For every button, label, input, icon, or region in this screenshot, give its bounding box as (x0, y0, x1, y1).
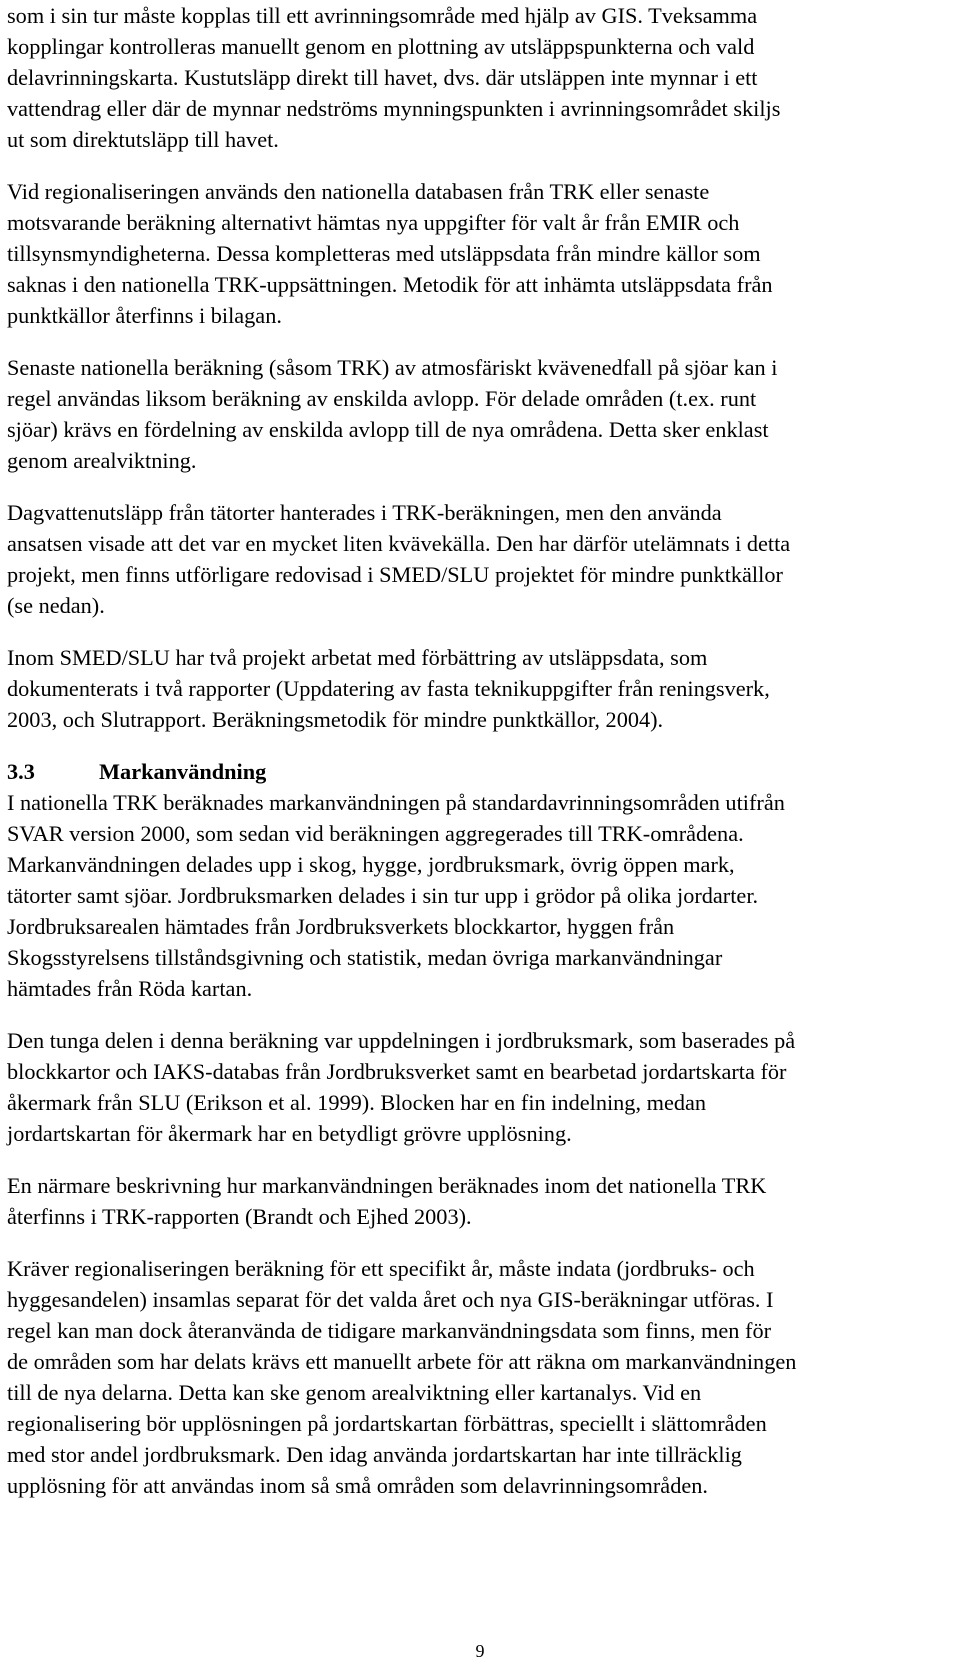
text-line: Markanvändningen delades upp i skog, hygge, jordbruksmark, övrig öppen mark, (7, 852, 735, 877)
text-line: tillsynsmyndigheterna. Dessa kompletteras med utsläppsdata från mindre källor som (7, 241, 761, 266)
text-line: blockkartor och IAKS-databas från Jordbruksverket samt en bearbetad jordartskarta för (7, 1059, 787, 1084)
text-line: vattendrag eller där de mynnar nedströms mynningspunkten i avrinningsområdet skiljs (7, 96, 781, 121)
text-line: delavrinningskarta. Kustutsläpp direkt till havet, dvs. där utsläppen inte mynnar i ett (7, 65, 758, 90)
text-line: dokumenterats i två rapporter (Uppdatering av fasta teknikuppgifter från reningsverk, (7, 676, 770, 701)
paragraph (7, 1170, 957, 1232)
paragraph-gap (7, 476, 957, 497)
section-heading (7, 756, 957, 787)
section-number: 3.3 (7, 759, 35, 784)
text-line: saknas i den nationella TRK-uppsättningen. Metodik för att inhämta utsläppsdata från (7, 272, 773, 297)
text-line: upplösning för att användas inom så små områden som delavrinningsområden. (7, 1473, 708, 1498)
text-line: tätorter samt sjöar. Jordbruksmarken delades i sin tur upp i grödor på olika jordarter. (7, 883, 759, 908)
paragraph-gap (7, 1004, 957, 1025)
text-line: Kräver regionaliseringen beräkning för ett specifikt år, måste indata (jordbruks- och (7, 1256, 755, 1281)
paragraph (7, 1025, 957, 1149)
text-line: de områden som har delats krävs ett manuellt arbete för att räkna om markanvändningen (7, 1349, 797, 1374)
text-line: hyggesandelen) insamlas separat för det valda året och nya GIS-beräkningar utföras. I (7, 1287, 774, 1312)
text-line: motsvarande beräkning alternativt hämtas nya uppgifter för valt år från EMIR och (7, 210, 740, 235)
text-line: SVAR version 2000, som sedan vid beräkningen aggregerades till TRK-områdena. (7, 821, 744, 846)
text-line: 2003, och Slutrapport. Beräkningsmetodik för mindre punktkällor, 2004). (7, 707, 664, 732)
text-line: Vid regionaliseringen används den nationella databasen från TRK eller senaste (7, 179, 710, 204)
paragraph-gap (7, 1232, 957, 1253)
page-content (7, 0, 957, 1501)
text-line: sjöar) krävs en fördelning av enskilda avlopp till de nya områdena. Detta sker enklast (7, 417, 769, 442)
text-line: hämtades från Röda kartan. (7, 976, 253, 1001)
text-line: regionalisering bör upplösningen på jordartskartan förbättras, speciellt i slättområden (7, 1411, 767, 1436)
paragraph (7, 352, 957, 476)
paragraph (7, 497, 957, 621)
text-line: regel kan man dock återanvända de tidigare markanvändningsdata som finns, men för (7, 1318, 772, 1343)
paragraph-gap (7, 155, 957, 176)
text-line: En närmare beskrivning hur markanvändningen beräknades inom det nationella TRK (7, 1173, 767, 1198)
text-line: Inom SMED/SLU har två projekt arbetat med förbättring av utsläppsdata, som (7, 645, 708, 670)
text-line: projekt, men finns utförligare redovisad i SMED/SLU projektet för mindre punktkällor (7, 562, 783, 587)
paragraph (7, 787, 957, 1004)
text-line: med stor andel jordbruksmark. Den idag använda jordartskartan har inte tillräcklig (7, 1442, 742, 1467)
paragraph (7, 1253, 957, 1501)
text-line: kopplingar kontrolleras manuellt genom en plottning av utsläppspunkterna och vald (7, 34, 755, 59)
text-line: Senaste nationella beräkning (såsom TRK) av atmosfäriskt kvävenedfall på sjöar kan i (7, 355, 778, 380)
text-line: ansatsen visade att det var en mycket liten kvävekälla. Den har därför utelämnats i detta (7, 531, 791, 556)
text-line: Dagvattenutsläpp från tätorter hanterades i TRK-beräkningen, men den använda (7, 500, 722, 525)
text-line: jordartskartan för åkermark har en betydligt grövre upplösning. (7, 1121, 572, 1146)
text-line: ut som direktutsläpp till havet. (7, 127, 279, 152)
text-line: Den tunga delen i denna beräkning var uppdelningen i jordbruksmark, som baserades på (7, 1028, 796, 1053)
section-title: Markanvändning (99, 759, 267, 784)
paragraph-gap (7, 621, 957, 642)
text-line: återfinns i TRK-rapporten (Brandt och Ejhed 2003). (7, 1204, 472, 1229)
paragraph (7, 176, 957, 331)
text-line: Jordbruksarealen hämtades från Jordbruksverkets blockkartor, hyggen från (7, 914, 675, 939)
text-line: som i sin tur måste kopplas till ett avrinningsområde med hjälp av GIS. Tveksamma (7, 3, 758, 28)
text-line: till de nya delarna. Detta kan ske genom arealviktning eller kartanalys. Vid en (7, 1380, 702, 1405)
text-line: (se nedan). (7, 593, 105, 618)
paragraph-gap (7, 331, 957, 352)
text-line: genom arealviktning. (7, 448, 197, 473)
paragraph (7, 0, 957, 155)
page-number: 9 (475, 1641, 485, 1661)
text-line: punktkällor återfinns i bilagan. (7, 303, 282, 328)
paragraph-gap (7, 735, 957, 756)
text-line: åkermark från SLU (Erikson et al. 1999). Blocken har en fin indelning, medan (7, 1090, 707, 1115)
paragraph-gap (7, 1149, 957, 1170)
text-line: regel användas liksom beräkning av enskilda avlopp. För delade områden (t.ex. runt (7, 386, 757, 411)
text-line: I nationella TRK beräknades markanvändningen på standardavrinningsområden utifrån (7, 790, 785, 815)
paragraph (7, 642, 957, 735)
text-line: Skogsstyrelsens tillståndsgivning och statistik, medan övriga markanvändningar (7, 945, 723, 970)
